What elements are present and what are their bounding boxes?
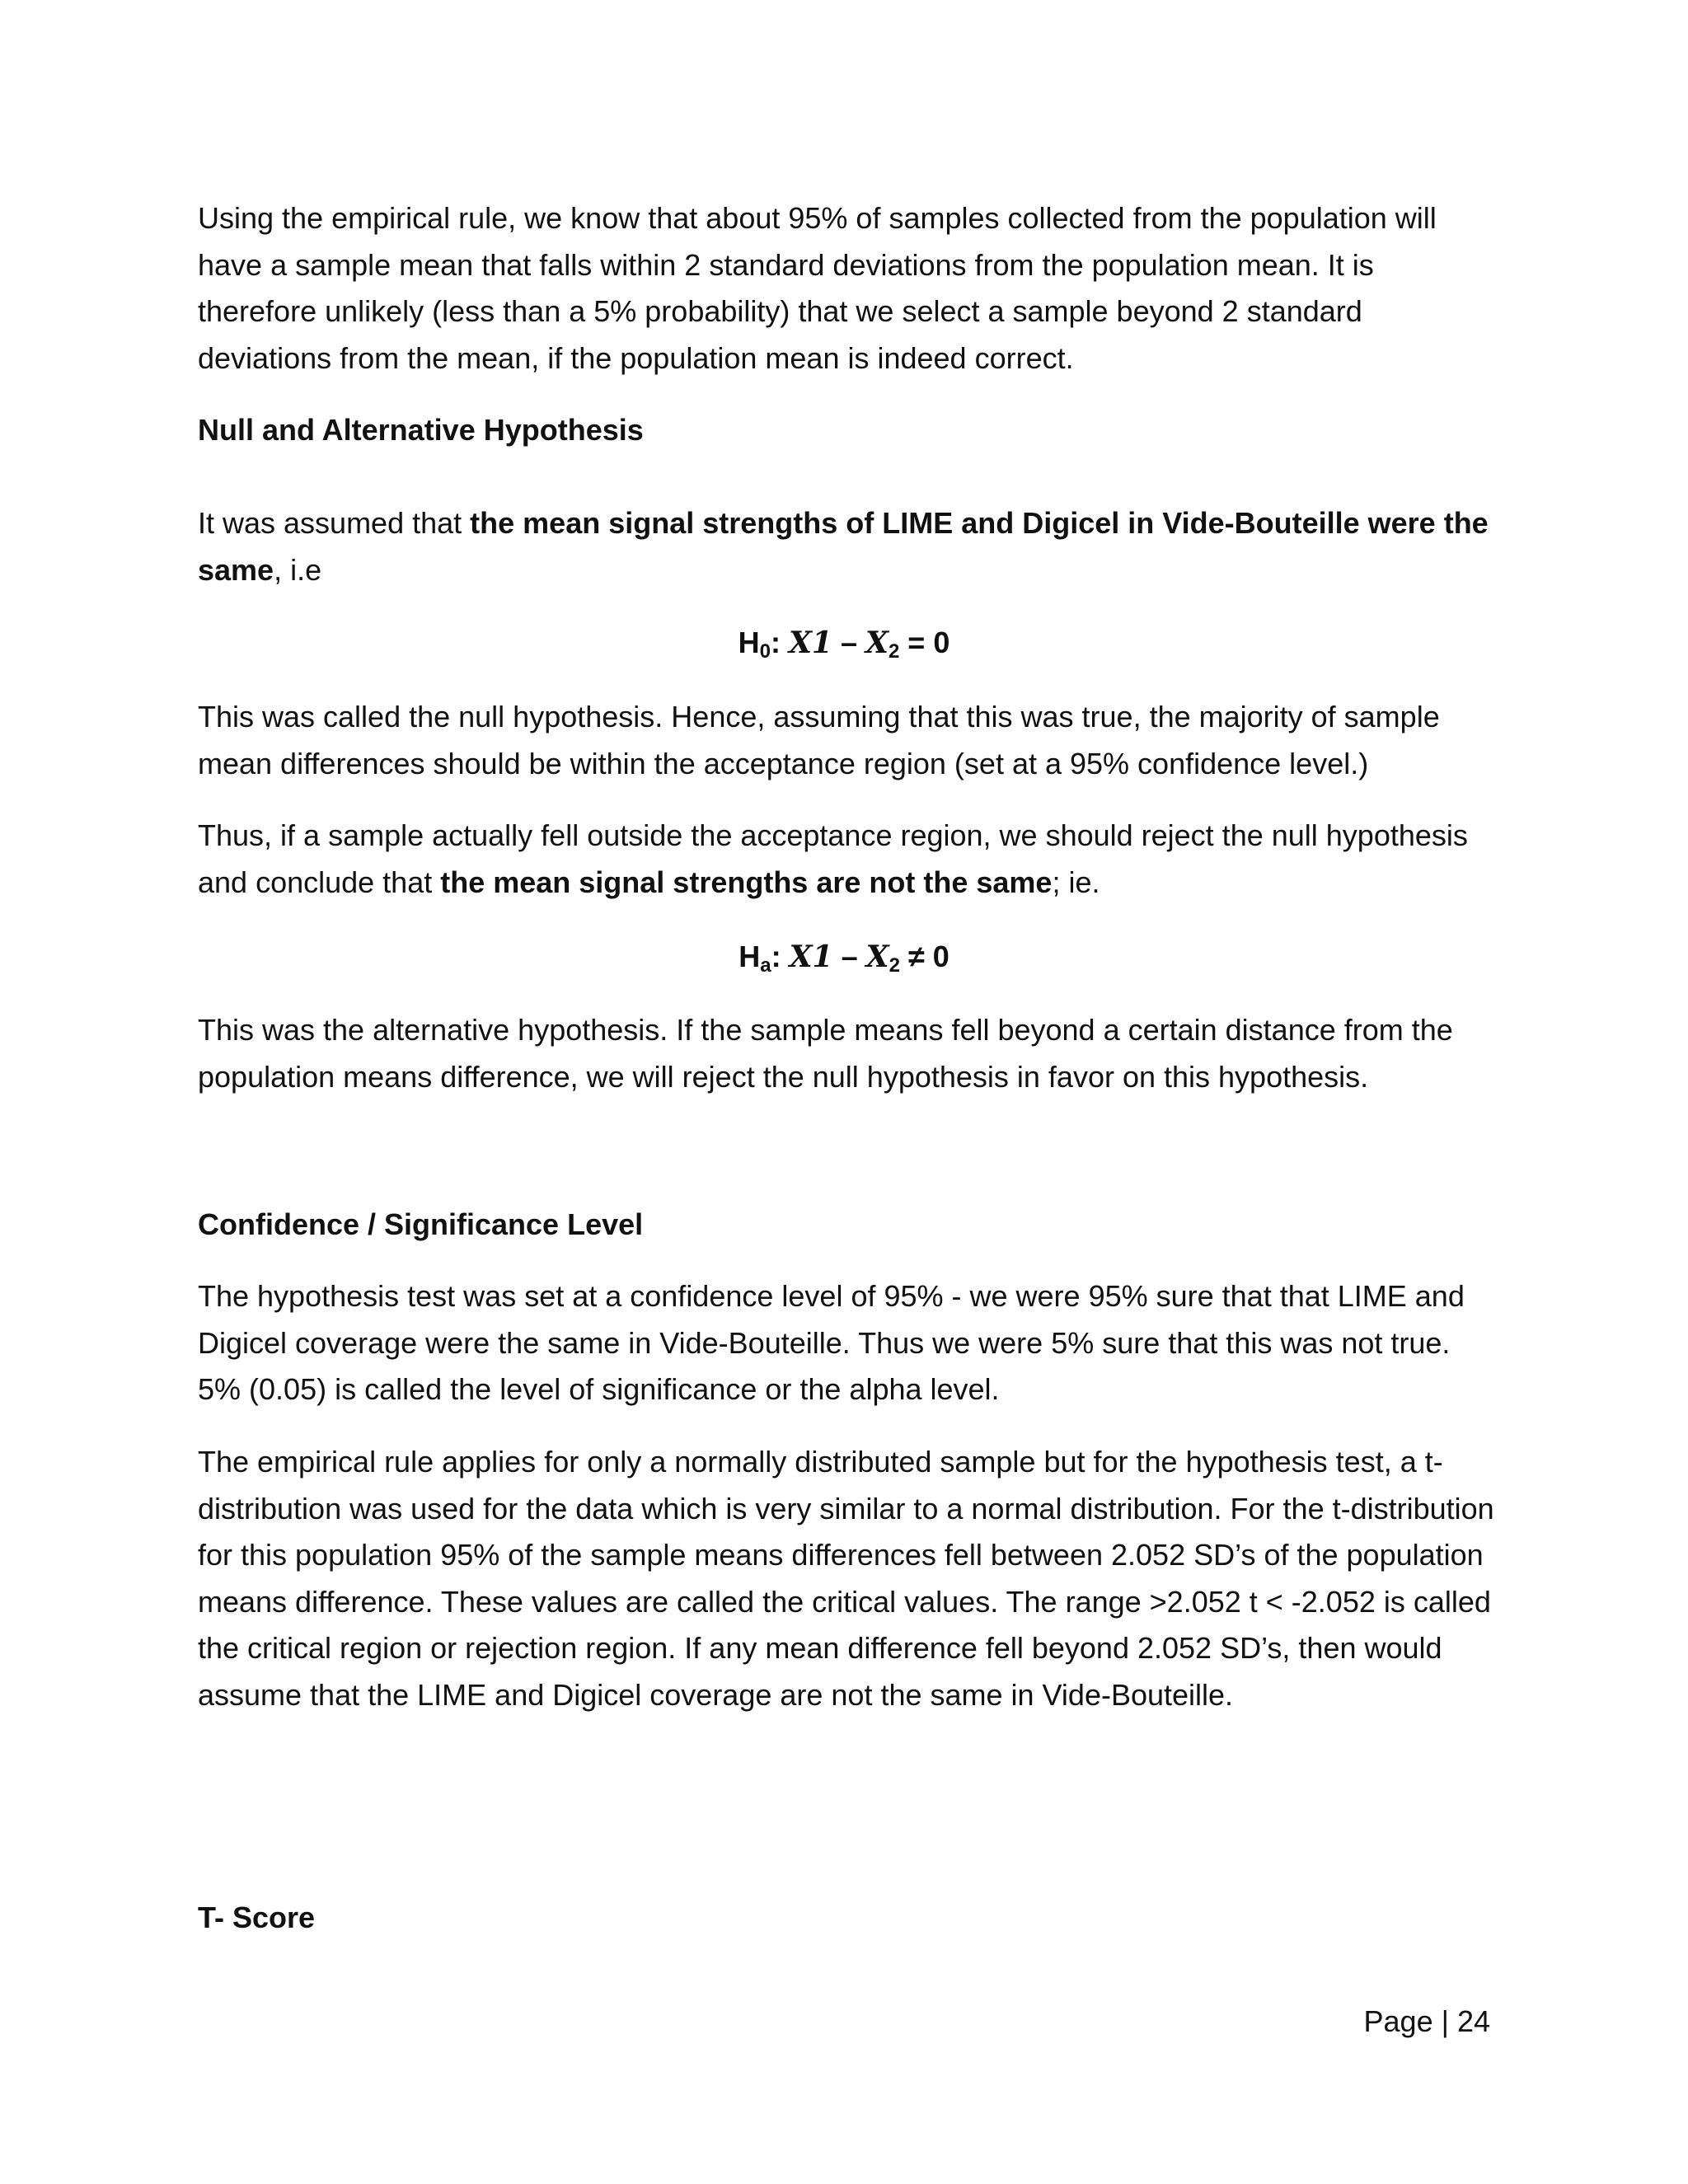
paragraph-alternative-hypothesis: This was the alternative hypothesis. If the sample means fell beyond a certain distance from the population means difference, we will reject the null hypothesis in favor on this hypothesis. xyxy=(198,1013,1453,1094)
paragraph-confidence-level: The hypothesis test was set at a confidence level of 95% - we were 95% sure that that LIME and Digicel coverage were the same in Vide-Bouteille. Thus we were 5% sure that this was not true. 5% (0.05) is called the level of significance or the alpha level. xyxy=(198,1279,1465,1406)
reject-null-suffix: ; ie. xyxy=(1052,865,1100,899)
paragraph-t-distribution: The empirical rule applies for only a normally distributed sample but for the hypothesis test, a t-distribution was used for the data which is very similar to a normal distribution. For the t-distribution for this population 95% of the sample means differences fell between 2.052 SD’s of the population means difference. These values are called the critical values. The range >2.052 t < -2.052 is called the critical region or rejection region. If any mean difference fell beyond 2.052 SD’s, then would assume that the LIME and Digicel coverage are not the same in Vide-Bouteille. xyxy=(198,1445,1494,1712)
eq-alt-label-sub: a xyxy=(760,954,771,977)
assumption-suffix: , i.e xyxy=(274,552,322,587)
page-number-footer: Page | 24 xyxy=(1363,2004,1490,2038)
eq-null-x2: X xyxy=(865,626,889,660)
eq-null-colon: : xyxy=(770,626,789,659)
eq-alt-x1: X1 xyxy=(789,940,833,974)
reject-null-bold-text: the mean signal strengths are not the same xyxy=(440,865,1053,899)
eq-null-rel: = 0 xyxy=(899,626,950,659)
paragraph-assumption xyxy=(198,500,1500,593)
eq-null-x1: X1 xyxy=(788,626,832,660)
heading-confidence-significance: Confidence / Significance Level xyxy=(198,1207,644,1241)
eq-null-label: H xyxy=(738,626,760,659)
paragraph-null-hypothesis: This was called the null hypothesis. Hence, assuming that this was true, the majority of sample mean differences should be within the acceptance region (set at a 95% confidence level.) xyxy=(198,700,1440,780)
eq-alt-minus: – xyxy=(832,940,866,973)
assumption-bold-text: the mean signal strengths of LIME and Digicel in Vide-Bouteille were the same xyxy=(198,506,1489,587)
reject-null-text: Thus, if a sample actually fell outside the acceptance region, we should reject the null hypothesis and conclude that xyxy=(198,818,1468,899)
heading-null-alternative-hypothesis: Null and Alternative Hypothesis xyxy=(198,413,644,447)
eq-alt-x2: X xyxy=(865,940,889,974)
paragraph-reject-null xyxy=(198,813,1500,906)
eq-alt-label: H xyxy=(738,940,761,973)
eq-null-minus: – xyxy=(832,626,865,659)
alternative-hypothesis-equation xyxy=(0,934,1688,989)
heading-t-score: T- Score xyxy=(198,1900,316,1934)
eq-alt-colon: : xyxy=(771,940,790,973)
eq-alt-rel: ≠ 0 xyxy=(899,940,950,973)
eq-alt-x2-sub: 2 xyxy=(889,954,900,977)
null-hypothesis-equation xyxy=(0,620,1688,675)
paragraph-empirical-rule: Using the empirical rule, we know that about 95% of samples collected from the population will have a sample mean that falls within 2 standard deviations from the population mean. It is therefore unlikely (less than a 5% probability) that we select a sample beyond 2 standard deviations from the mean, if the population mean is indeed correct. xyxy=(198,201,1437,375)
eq-null-label-sub: 0 xyxy=(759,640,771,663)
assumption-text: It was assumed that xyxy=(198,506,471,540)
eq-null-x2-sub: 2 xyxy=(888,640,900,663)
